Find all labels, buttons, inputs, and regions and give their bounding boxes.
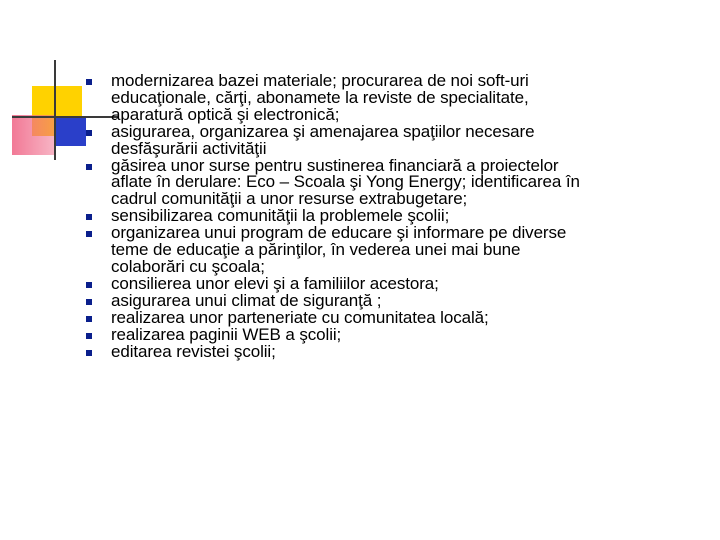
list-item-text: organizarea unui program de educare şi informare pe diverse teme de educaţie a părinţilor, în vederea unei mai bune colaborări cu şcoala; [111,223,567,276]
square-bullet-icon [86,231,92,237]
list-item-text: asigurarea, organizarea şi amenajarea spaţiilor necesare desfăşurării activităţii [111,121,535,158]
square-bullet-icon [86,130,92,136]
decoration-blue-square [56,118,86,146]
list-item-text: modernizarea bazei materiale; procurarea de noi soft-uri educaţionale, cărţi, abonamete la reviste de specialitate, aparatură optică şi electronică; [111,71,529,124]
list-item-text: editarea revistei şcolii; [111,341,276,361]
square-bullet-icon [86,299,92,305]
decoration-pink-square [12,115,54,155]
list-item [86,324,706,344]
list-item [86,341,706,361]
square-bullet-icon [86,316,92,322]
list-item-text: găsirea unor surse pentru sustinerea financiară a proiectelor aflate în derulare: Eco – Scoala şi Yong Energy; identificarea în cadrul comunităţii a unor resurse extrabugetare; [111,155,580,209]
square-bullet-icon [86,164,92,170]
list-item [86,73,706,124]
list-item-text: realizarea paginii WEB a şcolii; [111,324,342,344]
list-item-text: realizarea unor parteneriate cu comunitatea locală; [111,307,489,327]
square-bullet-icon [86,333,92,339]
list-item-text: sensibilizarea comunităţii la problemele şcolii; [111,206,450,226]
list-item [86,225,706,276]
square-bullet-icon [86,214,92,220]
bullet-list [86,73,706,360]
list-item [86,121,706,158]
list-item-text: asigurarea unui climat de siguranţă ; [111,290,382,310]
square-bullet-icon [86,79,92,85]
list-item [86,155,706,209]
square-bullet-icon [86,282,92,288]
list-item-text: consilierea unor elevi şi a familiilor acestora; [111,273,439,293]
square-bullet-icon [86,350,92,356]
